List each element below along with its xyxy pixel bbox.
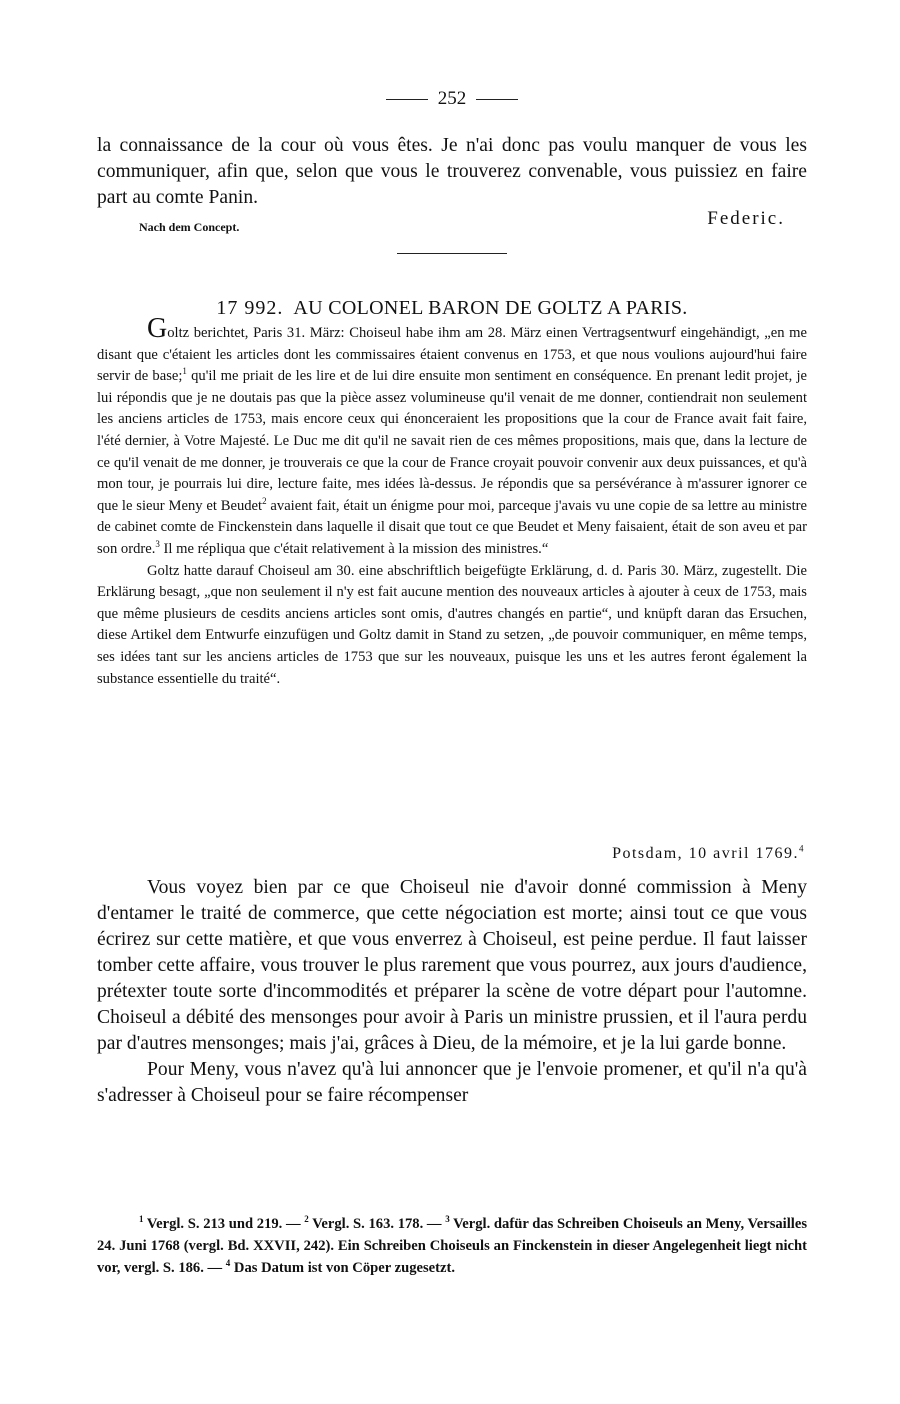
dateline	[612, 845, 805, 863]
abstract-text-a: oltz berichtet, Paris 31. März: Choiseul habe ihm am 28. März einen Vertragsentwurf eingehändigt, „en me disant que c'étaient les articles dont les commissaires étaient convenus en 1753, et que nous voulions aujourd'hui faire servir de base;	[97, 325, 807, 385]
footnote-mark-3: 3	[445, 1214, 450, 1225]
section-divider	[397, 253, 507, 254]
top-paragraph-block	[97, 133, 807, 211]
abstract-text-d: Il me répliqua que c'était relativement à la mission des ministres.“	[159, 540, 549, 557]
abstract-block	[97, 313, 807, 690]
footnote-4: Das Datum ist von Cöper zugesetzt.	[230, 1260, 455, 1276]
footnote-mark-1: 1	[139, 1214, 144, 1225]
top-paragraph: la connaissance de la cour où vous êtes. Je n'ai donc pas voulu manquer de vous les communiquer, afin que, selon que vous le trouverez convenable, vous puissiez en faire part au comte Panin.	[97, 135, 807, 208]
footnotes	[97, 1213, 807, 1279]
footnote-ref-2: 2	[262, 495, 267, 506]
letter-heading	[97, 297, 807, 320]
right-dash	[476, 99, 518, 100]
abstract-text-c: avaient fait, était un énigme pour moi, parceque j'avais vu une copie de sa lettre au ministre de cabinet comte de Finckenstein dans laquelle il disait que tout ce que Beudet et Meny faisaient, était de son aveu et par son ordre.	[97, 497, 807, 557]
abstract-text-b: qu'il me priait de les lire et de lui dire ensuite mon sentiment en conséquence. En prenant ledit projet, je lui répondis que je ne doutais pas que la pièce assez volumineuse qu'il venait de me donner, contiendrait non seulement les anciens articles de 1753, mais encore ceux qui énonceraient les propositions que la cour de France avait fait faire, l'été dernier, à Votre Majesté. Le Duc me dit qu'il ne savait rien de ces mêmes propositions, mais que, dans la lecture de ce qu'il venait de me donner, je trouverais ce que la cour de France croyait pouvoir convenir aux deux puissances, et qu'à mon tour, je pourrais lui dire, lecture faite, mes idées là-dessus. Je répondis que sa persévérance à m'assurer ignorer ce que le sieur Meny et Beudet	[97, 368, 807, 514]
footnote-text	[97, 1213, 807, 1279]
abstract-paragraph-2: Goltz hatte darauf Choiseul am 30. eine abschriftlich beigefügte Erklärung, d. d. Paris 30. März, zugestellt. Die Erklärung besagt, „que non seulement il n'y est fait aucune mention des nouveaux articles à ajouter à ceux de 1753, mais que même plusieurs de cesdits anciens articles sont omis, d'autres changés en partie“, und knüpft daran das Ersuchen, diese Artikel dem Entwurfe einzufügen und Goltz damit in Stand zu setzen, „de pouvoir communiquer, en même temps, ses idées tant sur les anciens articles de 1753 que sur les nouveaux, puisque les uns et les autres feront également la substance essentielle du traité“.	[97, 562, 807, 687]
page-number	[97, 88, 807, 110]
footnote-mark-4: 4	[225, 1258, 231, 1269]
source-note: Nach dem Concept.	[139, 220, 240, 234]
letter-title: AU COLONEL BARON DE GOLTZ A PARIS.	[293, 297, 688, 319]
letter-number: 17 992.	[216, 297, 284, 319]
footnote-ref-1: 1	[182, 366, 187, 377]
abstract-paragraph-1	[97, 313, 807, 561]
drop-cap: G	[147, 313, 168, 344]
footnote-mark-2: 2	[304, 1214, 309, 1225]
left-dash	[386, 99, 428, 100]
signature: Federic.	[707, 208, 785, 229]
letter-body	[97, 875, 807, 1109]
page-number-text: 252	[437, 88, 467, 109]
footnote-ref-4: 4	[799, 843, 805, 854]
footnote-2: Vergl. S. 163. 178. —	[308, 1216, 446, 1232]
footnote-ref-3: 3	[155, 539, 160, 550]
footnote-1: Vergl. S. 213 und 219. —	[143, 1216, 305, 1232]
body-paragraph-1: Vous voyez bien par ce que Choiseul nie d'avoir donné commission à Meny d'entamer le traité de commerce, que cette négociation est morte; ainsi tout ce que vous écrirez sur cette matière, et que vous enverrez à Choiseul, est peine perdue. Il faut laisser tomber cette affaire, vous trouver le plus rarement que vous pourrez, aux jours d'audience, prétexter toute sorte d'incommodités et préparer la scène de votre départ pour l'automne. Choiseul a débité des mensonges pour avoir à Paris un ministre prussien, et il l'aura perdu par d'autres mensonges; mais j'ai, grâces à Dieu, de la mémoire, et je la lui garde bonne.	[97, 877, 807, 1054]
body-paragraph-2: Pour Meny, vous n'avez qu'à lui annoncer que je l'envoie promener, et qu'il n'a qu'à s'adresser à Choiseul pour se faire récompenser	[97, 1059, 807, 1106]
dateline-text: Potsdam, 10 avril 1769.	[612, 845, 799, 862]
footnote-3: Vergl. dafür das Schreiben Choiseuls an Meny, Versailles 24. Juni 1768 (vergl. Bd. XXVII, 242). Ein Schreiben Choiseuls an Finckenstein in dieser Angelegenheit liegt nicht vor, vergl. S. 186. —	[97, 1216, 807, 1276]
